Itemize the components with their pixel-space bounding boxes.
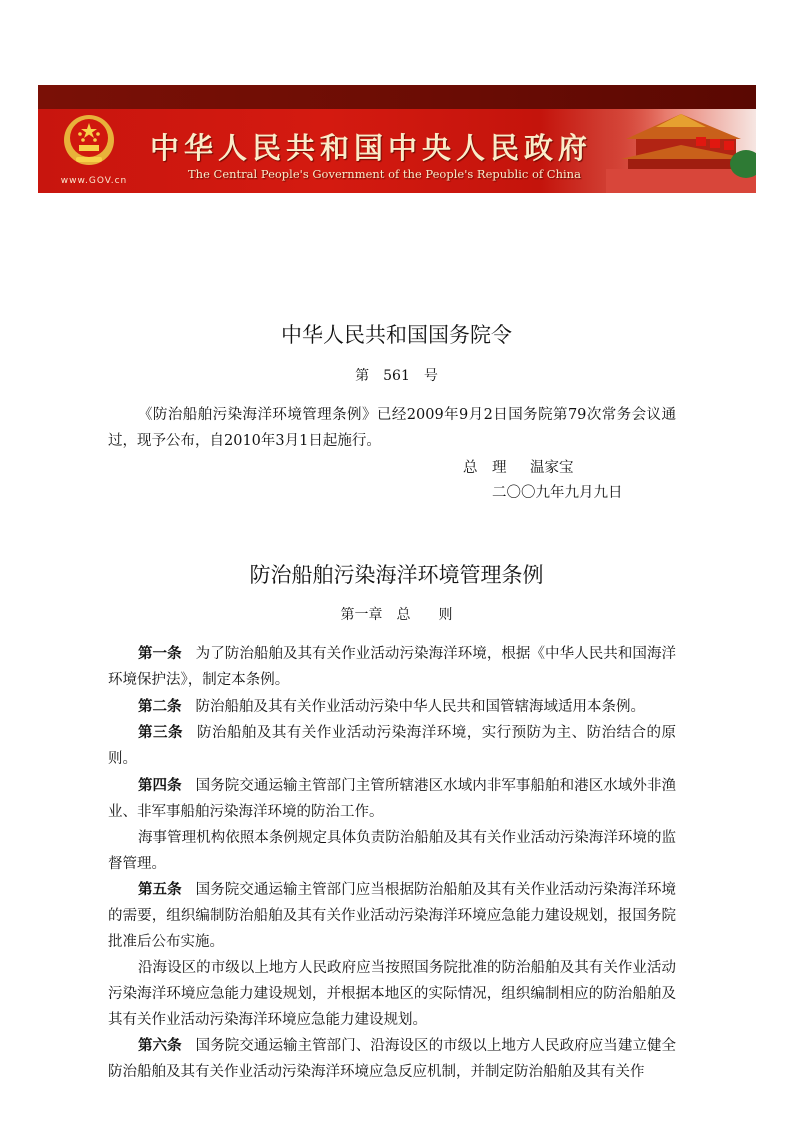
article-3 <box>108 720 676 772</box>
gov-banner <box>38 85 756 193</box>
article-6 <box>108 1033 676 1085</box>
article-label: 第四条 <box>138 777 182 794</box>
gov-url: www.GOV.cn <box>60 176 128 186</box>
order-number: 第 561 号 <box>355 368 438 384</box>
order-body <box>108 402 676 454</box>
banner-top-band <box>38 85 756 109</box>
article-label: 第六条 <box>138 1037 182 1054</box>
article-5 <box>108 877 676 955</box>
article-text: 国务院交通运输主管部门应当根据防治船舶及其有关作业活动污染海洋环境的需要，组织编制防治船舶及其有关作业活动污染海洋环境应急能力建设规划，报国务院批准后公布实施。 <box>108 882 676 950</box>
article-1 <box>108 641 676 693</box>
article-text: 为了防治船舶及其有关作业活动污染海洋环境，根据《中华人民共和国海洋环境保护法》，制定本条例。 <box>108 646 676 688</box>
chapter-heading: 第一章 总 则 <box>340 607 453 623</box>
article-label: 第三条 <box>138 724 183 741</box>
article-2 <box>108 694 676 720</box>
article-4 <box>108 773 676 825</box>
order-body-text: 《防治船舶污染海洋环境管理条例》已经2009年9月2日国务院第79次常务会议通过，现予公布，自2010年3月1日起施行。 <box>108 407 676 449</box>
article-text: 防治船舶及其有关作业活动污染海洋环境，实行预防为主、防治结合的原则。 <box>108 725 677 767</box>
article-label: 第二条 <box>138 698 182 715</box>
regulation-title: 防治船舶污染海洋环境管理条例 <box>249 563 544 587</box>
article-label: 第五条 <box>138 881 182 898</box>
article-text: 防治船舶及其有关作业活动污染中华人民共和国管辖海域适用本条例。 <box>195 699 645 715</box>
banner-title-en: The Central People's Government of the People's Republic of China <box>188 167 581 181</box>
banner-title-cn: 中华人民共和国中央人民政府 <box>150 131 593 165</box>
tiananmen-gate-image <box>606 109 756 193</box>
paragraph-text: 沿海设区的市级以上地方人民政府应当按照国务院批准的防治船舶及其有关作业活动污染海洋环境应急能力建设规划，并根据本地区的实际情况，组织编制相应的防治船舶及其有关作业活动污染海洋环境应急能力建设规划。 <box>108 960 676 1028</box>
article-5-para-2 <box>108 955 676 1033</box>
article-text: 国务院交通运输主管部门、沿海设区的市级以上地方人民政府应当建立健全防治船舶及其有关作业活动污染海洋环境应急反应机制，并制定防治船舶及其有关作 <box>108 1038 676 1080</box>
article-4-para-2 <box>108 825 676 877</box>
national-emblem-icon <box>60 113 118 171</box>
signer-name: 温家宝 <box>530 460 574 476</box>
article-text: 国务院交通运输主管部门主管所辖港区水域内非军事船舶和港区水域外非渔业、非军事船舶污染海洋环境的防治工作。 <box>108 778 676 820</box>
article-label: 第一条 <box>138 645 182 662</box>
paragraph-text: 海事管理机构依照本条例规定具体负责防治船舶及其有关作业活动污染海洋环境的监督管理。 <box>108 830 676 872</box>
signer-title: 总 理 <box>463 460 507 476</box>
order-title: 中华人民共和国国务院令 <box>281 323 512 347</box>
order-date: 二〇〇九年九月九日 <box>492 485 623 501</box>
